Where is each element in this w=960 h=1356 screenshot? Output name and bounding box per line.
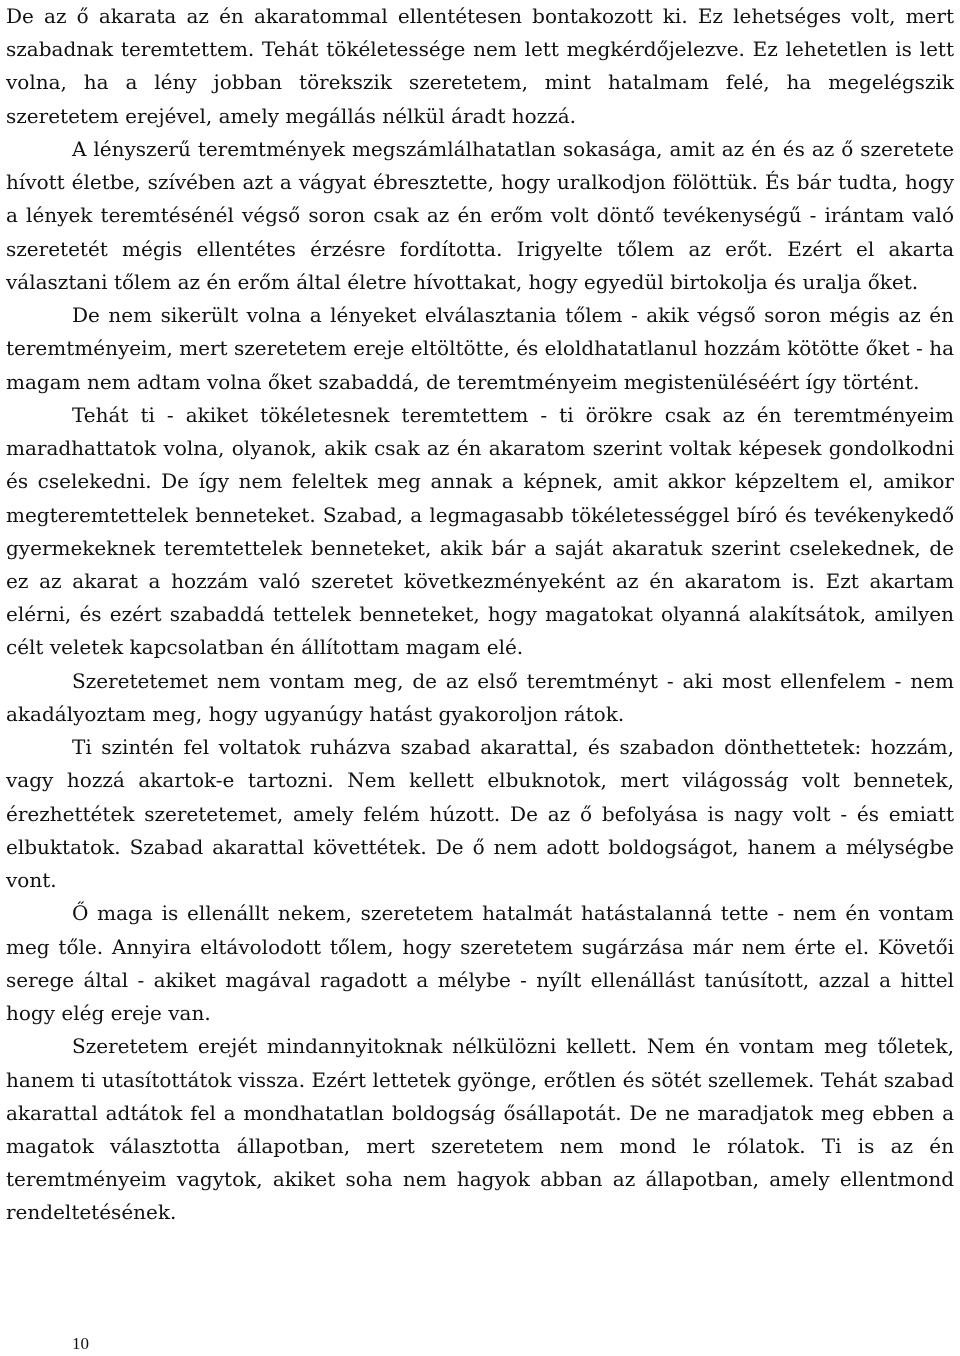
paragraph-4: Tehát ti - akiket tökéletesnek teremtettem - ti örökre csak az én teremtményeim maradhattatok volna, olyanok, akik csak az én akaratom szerint voltak képesek gondolkodni és cselekedni. De így nem feleltek meg annak a képnek, amit akkor képzeltem el, amikor megteremtettelek benneteket. Szabad, a legmagasabb tökéletességgel bíró és tevékenykedő gyermekeknek teremtettelek benneteket, akik bár a saját akaratuk szerint cselekednek, de ez az akarat a hozzám való szeretet következményeként az én akaratom is. Ezt akartam elérni, és ezért szabaddá tettelek benneteket, hogy magatokat olyanná alakítsátok, amilyen célt veletek kapcsolatban én állítottam magam elé. xyxy=(6,402,954,660)
paragraph-5: Szeretetemet nem vontam meg, de az első teremtményt - aki most ellenfelem - nem akadályoztam meg, hogy ugyanúgy hatást gyakoroljon rátok. xyxy=(6,668,954,726)
document-body xyxy=(6,0,954,1230)
paragraph-8: Szeretetem erejét mindannyitoknak nélkülözni kellett. Nem én vontam meg tőletek, hanem ti utasítottátok vissza. Ezért lettetek gyönge, erőtlen és sötét szellemek. Tehát szabad akarattal adtátok fel a mondhatatlan boldogság ősállapotát. De ne maradjatok meg ebben a magatok választotta állapotban, mert szeretetem nem mond le rólatok. Ti is az én teremtményeim vagytok, akiket soha nem hagyok abban az állapotban, amely ellentmond rendeltetésének. xyxy=(6,1034,954,1225)
paragraph-2: A lényszerű teremtmények megszámlálhatatlan sokasága, amit az én és az ő szeretete hívott életbe, szívében azt a vágyat ébresztette, hogy uralkodjon fölöttük. És bár tudta, hogy a lények teremtésénél végső soron csak az én erőm volt döntő tevékenységű - irántam való szeretetét mégis ellentétes érzésre fordította. Irigyelte tőlem az erőt. Ezért el akarta választani tőlem az én erőm által életre hívottakat, hogy egyedül birtokolja és uralja őket. xyxy=(6,136,954,294)
page-number: 10 xyxy=(72,1334,89,1353)
paragraph-6: Ti szintén fel voltatok ruházva szabad akarattal, és szabadon dönthettetek: hozzám, vagy hozzá akartok-e tartozni. Nem kellett elbuknotok, mert világosság volt bennetek, érezhettétek szeretetemet, amely felém húzott. De az ő befolyása is nagy volt - és emiatt elbuktatok. Szabad akarattal követtétek. De ő nem adott boldogságot, hanem a mélységbe vont. xyxy=(6,735,954,893)
paragraph-3: De nem sikerült volna a lényeket elválasztania tőlem - akik végső soron mégis az én teremtményeim, mert szeretetem ereje eltöltötte, és eloldhatatlanul hozzám kötötte őket - ha magam nem adtam volna őket szabaddá, de teremtményeim megistenüléséért így történt. xyxy=(6,303,954,394)
paragraph-7: Ő maga is ellenállt nekem, szeretetem hatalmát hatástalanná tette - nem én vontam meg tőle. Annyira eltávolodott tőlem, hogy szeretetem sugárzása már nem érte el. Követői serege által - akiket magával ragadott a mélybe - nyílt ellenállást tanúsított, azzal a hittel hogy elég ereje van. xyxy=(6,901,954,1026)
paragraph-1: De az ő akarata az én akaratommal ellentétesen bontakozott ki. Ez lehetséges volt, mert szabadnak teremtettem. Tehát tökéletessége nem lett megkérdőjelezve. Ez lehetetlen is lett volna, ha a lény jobban törekszik szeretetem, mint hatalmam felé, ha megelégszik szeretetem erejével, amely megállás nélkül áradt hozzá. xyxy=(6,4,954,128)
